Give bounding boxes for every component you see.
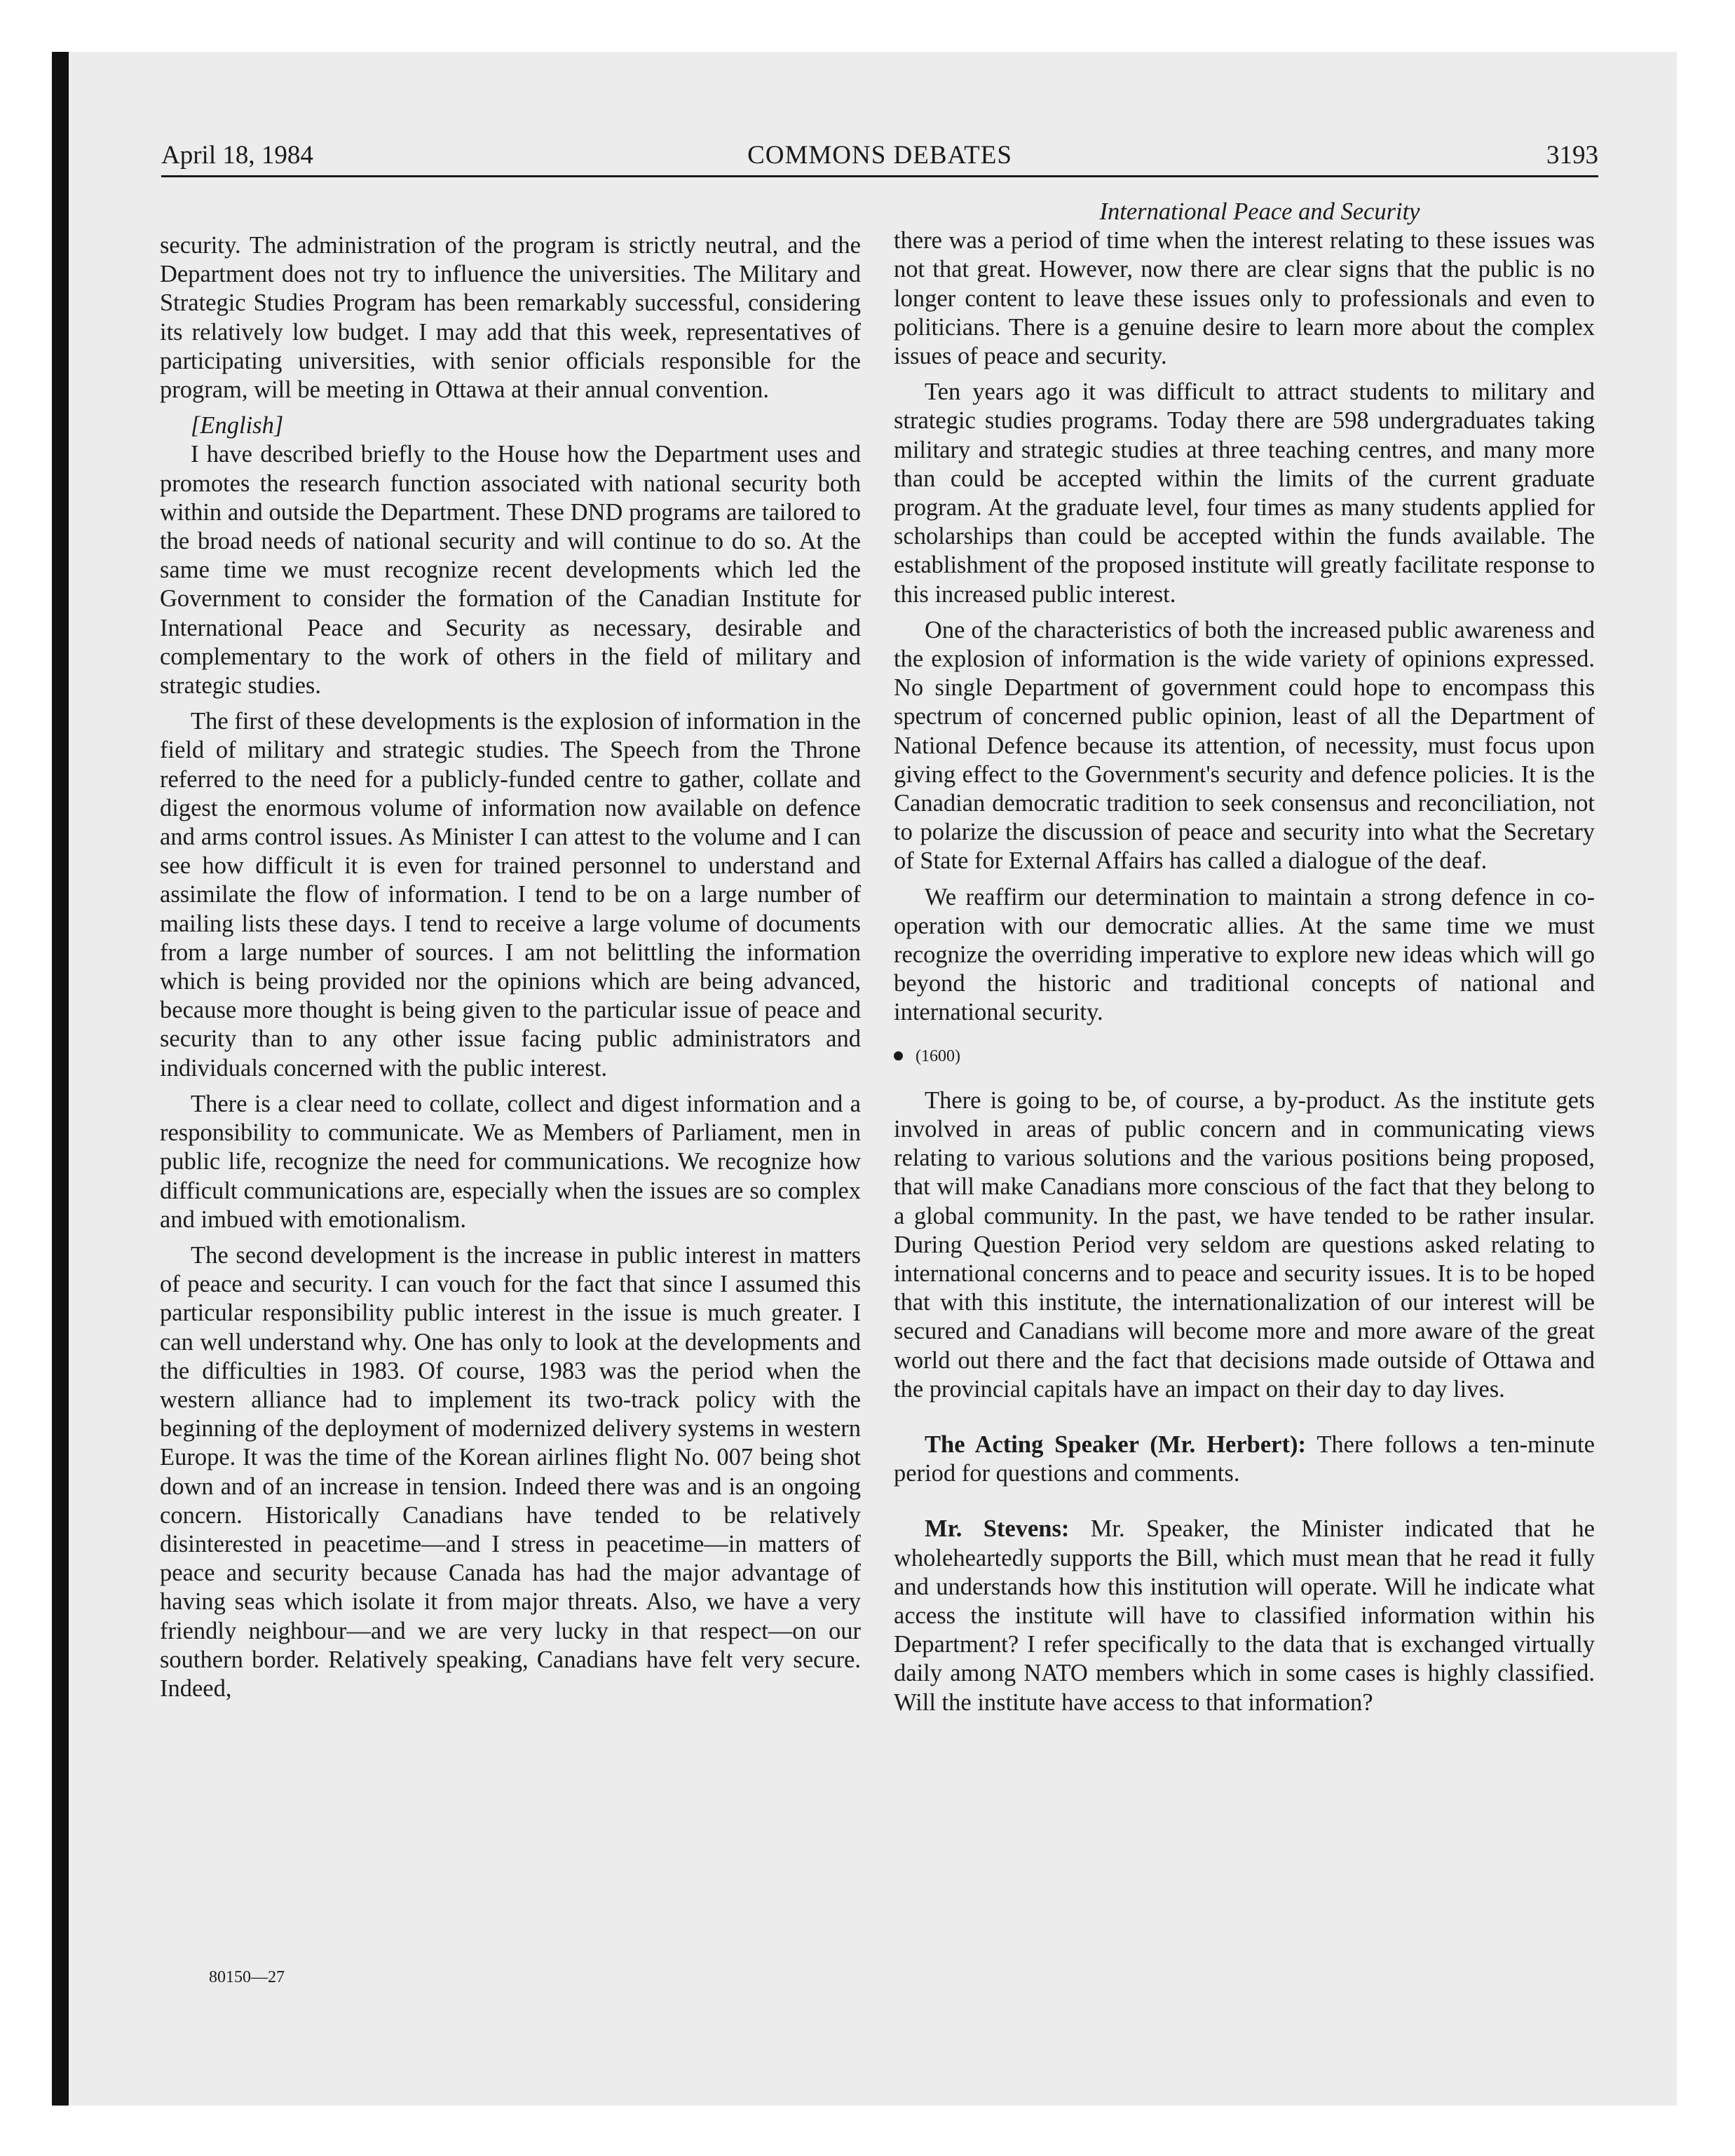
speaker-paragraph: [894, 1515, 1595, 1717]
page-header: [161, 140, 1598, 177]
paragraph: I have described briefly to the House how the Department uses and promotes the research function associated with national security both within and outside the Department. These DND programs are tailored to the broad needs of national security and will continue to do so. At the same time we must recognize recent developments which led the Government to consider the formation of the Canadian Institute for International Peace and Security as necessary, desirable and complementary to the work of others in the field of military and strategic studies.: [160, 441, 861, 700]
header-date: April 18, 1984: [161, 141, 313, 170]
running-head: International Peace and Security: [1099, 198, 1420, 225]
speaker-text: There follows a ten-minute period for questions and comments.: [894, 1431, 1595, 1487]
paragraph: there was a period of time when the interest relating to these issues was not that great. However, now there are clear signs that the public is no longer content to leave these issues only to professionals and even to politicians. There is a genuine desire to learn more about the complex issues of peace and security.: [894, 227, 1595, 370]
paragraph: The first of these developments is the explosion of information in the field of military and strategic studies. The Speech from the Throne referred to the need for a publicly-funded centre to gather, collate and digest the enormous volume of information now available on defence and arms control issues. As Minister I can attest to the volume and I can see how difficult it is even for trained personnel to understand and assimilate the flow of information. I tend to be on a large number of mailing lists these days. I tend to receive a large volume of documents from a large number of sources. I am not belittling the information which is being provided nor the opinions which are being advanced, because more thought is being given to the particular issue of peace and security than to any other issue facing public administrators and individuals concerned with the public interest.: [160, 708, 861, 1082]
bullet-icon: [894, 1051, 903, 1060]
right-column: [894, 198, 1595, 1717]
speaker-name: The Acting Speaker (Mr. Herbert):: [925, 1431, 1306, 1458]
paragraph: One of the characteristics of both the increased public awareness and the explosion of information is the wide variety of opinions expressed. No single Department of government could hope to encompass this spectrum of concerned public opinion, least of all the Department of National Defence because its attention, of necessity, must focus upon giving effect to the Government's security and defence policies. It is the Canadian democratic tradition to seek consensus and reconciliation, not to polarize the discussion of peace and security into what the Secretary of State for External Affairs has called a dialogue of the deaf.: [894, 616, 1595, 875]
paragraph: We reaffirm our determination to maintain a strong defence in co-operation with our democratic allies. At the same time we must recognize the overriding imperative to explore new ideas which will go beyond the historic and traditional concepts of national and international security.: [894, 883, 1595, 1026]
language-tag: [English]: [191, 412, 284, 439]
paragraph: security. The administration of the program is strictly neutral, and the Department does not try to influence the universities. The Military and Strategic Studies Program has been remarkably successful, considering its relatively low budget. I may add that this week, representatives of participating universities, with senior officials responsible for the program, will be meeting in Ottawa at their annual convention.: [160, 232, 861, 404]
left-column: [160, 231, 861, 1703]
paragraph: There is a clear need to collate, collect and digest information and a responsibility to communicate. We as Members of Parliament, men in public life, recognize the need for communications. We recognize how difficult communications are, especially when the issues are so complex and imbued with emotionalism.: [160, 1090, 861, 1233]
speaker-name: Mr. Stevens:: [925, 1515, 1070, 1543]
time-marker: [894, 1046, 1595, 1067]
speaker-paragraph: [894, 1431, 1595, 1488]
header-page-number: 3193: [1546, 141, 1598, 170]
speaker-text: Mr. Speaker, the Minister indicated that he wholeheartedly supports the Bill, which must mean that he read it fully and understands how this institution will operate. Will he indicate what access the institute will have to classified information within his Department? I refer specifically to the data that is exchanged virtually daily among NATO members which in some cases is highly classified. Will the institute have access to that information?: [894, 1515, 1595, 1716]
paragraph: The second development is the increase in public interest in matters of peace and security. I can vouch for the fact that since I assumed this particular responsibility public interest in the issue is much greater. I can well understand why. One has only to look at the developments and the difficulties in 1983. Of course, 1983 was the period when the western alliance had to implement its two-track policy with the beginning of the deployment of modernized delivery systems in western Europe. It was the time of the Korean airlines flight No. 007 being shot down and of an increase in tension. Indeed there was and is an ongoing concern. Historically Canadians have tended to be relatively disinterested in peacetime—and I stress in peacetime—in matters of peace and security because Canada has had the major advantage of having seas which isolate it from major threats. Also, we have a very friendly neighbour—and we are very lucky in that respect—on our southern border. Relatively speaking, Canadians have felt very secure. Indeed,: [160, 1241, 861, 1702]
footer-code: 80150—27: [209, 1968, 285, 1986]
binding-edge: [52, 52, 69, 2106]
paragraph: There is going to be, of course, a by-product. As the institute gets involved in areas of public concern and in communicating views relating to various solutions and the various positions being proposed, that will make Canadians more conscious of the fact that they belong to a global community. In the past, we have tended to be rather insular. During Question Period very seldom are questions asked relating to international concerns and to peace and security issues. It is to be hoped that with this institute, the internationalization of our interest will be secured and Canadians will become more and more aware of the great world out there and the fact that decisions made outside of Ottawa and the provincial capitals have an impact on their day to day lives.: [894, 1086, 1595, 1403]
header-title: COMMONS DEBATES: [747, 141, 1012, 170]
paragraph: Ten years ago it was difficult to attract students to military and strategic studies programs. Today there are 598 undergraduates taking military and strategic studies at three teaching centres, and many more than could be accepted within the limits of the current graduate program. At the graduate level, four times as many students applied for scholarships than could be accepted within the funds available. The establishment of the proposed institute will greatly facilitate response to this increased public interest.: [894, 378, 1595, 608]
timestamp-text: (1600): [916, 1046, 960, 1065]
